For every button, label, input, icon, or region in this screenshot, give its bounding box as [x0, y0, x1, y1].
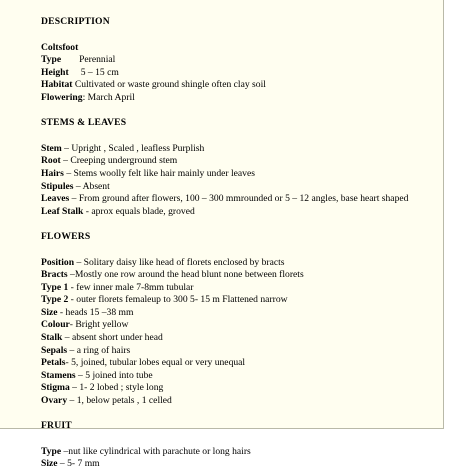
root-label: Root: [41, 155, 61, 167]
stamens-label: Stamens: [41, 369, 76, 381]
stems-row: [41, 155, 441, 168]
type-row: [41, 54, 441, 67]
sepals-value: – a ring of hairs: [67, 344, 131, 356]
fruit-type-value: –nut like cylindrical with parachute or long hairs: [61, 445, 251, 457]
height-row: [41, 67, 441, 80]
ovary-value: – 1, below petals , 1 celled: [67, 395, 172, 407]
stem-label: Stem: [41, 142, 62, 154]
fruit-size-value: – 5- 7 mm: [57, 458, 100, 470]
flowering-row: [41, 92, 441, 105]
flowers-heading: FLOWERS: [41, 230, 91, 242]
stigma-value: – 1- 2 lobed ; style long: [69, 382, 164, 394]
flowering-label: Flowering: [41, 91, 83, 103]
flowers-row: [41, 382, 441, 395]
height-value: 5 – 15 cm: [80, 66, 119, 78]
colour-value: - Bright yellow: [69, 319, 129, 331]
type2-value: - outer florets femaleup to 300 5- 15 m Flattened narrow: [68, 294, 288, 306]
flowers-row: [41, 257, 441, 270]
type2-label: Type 2: [41, 294, 69, 306]
flowers-row: [41, 269, 441, 282]
type1-label: Type 1: [41, 281, 69, 293]
flowers-row: [41, 282, 441, 295]
stalk-label: Stalk: [41, 332, 63, 344]
habitat-value: Cultivated or waste ground shingle often clay soil: [74, 79, 266, 91]
fruit-heading: FRUIT: [41, 420, 72, 432]
flowers-row: [41, 370, 441, 383]
stems-row: [41, 181, 441, 194]
flowers-row: [41, 332, 441, 345]
hairs-value: – Stems woolly felt like hair mainly under leaves: [63, 167, 255, 179]
position-label: Position: [41, 256, 75, 268]
size-label: Size: [41, 306, 58, 318]
stipules-value: – Absent: [73, 180, 110, 192]
flowers-row: [41, 294, 441, 307]
stems-leaves-heading: STEMS & LEAVES: [41, 117, 127, 129]
description-heading: DESCRIPTION: [41, 16, 110, 27]
habitat-row: [41, 79, 441, 92]
plant-name: Coltsfoot: [41, 41, 79, 53]
petals-label: Petals: [41, 357, 66, 369]
type1-value: - few inner male 7-8mm tubular: [68, 281, 194, 293]
fruit-size-label: Size: [41, 458, 58, 470]
flowers-row: [41, 345, 441, 358]
leaf-stalk-value: - aprox equals blade, groved: [83, 205, 195, 217]
stipules-label: Stipules: [41, 180, 74, 192]
habitat-label: Habitat: [41, 79, 73, 91]
stem-value: – Upright , Scaled , leafless Purplish: [61, 142, 205, 154]
leaves-value: – From ground after flowers, 100 – 300 mmrounded or 5 – 12 angles, base heart shaped: [69, 193, 409, 205]
ovary-label: Ovary: [41, 395, 68, 407]
flowers-row: [41, 395, 441, 408]
height-label: Height: [41, 66, 69, 78]
leaves-label: Leaves: [41, 193, 70, 205]
type-value: Perennial: [79, 54, 116, 66]
flowers-row: [41, 319, 441, 332]
type-label: Type: [41, 54, 62, 66]
bracts-value: –Mostly one row around the head blunt none between florets: [67, 269, 304, 281]
fruit-row: [41, 446, 441, 459]
size-value: - heads 15 –38 mm: [57, 306, 134, 318]
stems-row: [41, 168, 441, 181]
flowers-row: [41, 307, 441, 320]
hairs-label: Hairs: [41, 167, 64, 179]
flowering-value: : March April: [82, 91, 135, 103]
document-content: [41, 16, 441, 471]
position-value: – Solitary daisy like head of florets enclosed by bracts: [74, 256, 285, 268]
stems-row: [41, 206, 441, 219]
sepals-label: Sepals: [41, 344, 68, 356]
stems-row: [41, 143, 441, 156]
leaf-stalk-label: Leaf Stalk: [41, 205, 84, 217]
petals-value: - 5, joined, tubular lobes equal or very unequal: [65, 357, 246, 369]
fruit-type-label: Type: [41, 445, 62, 457]
colour-label: Colour: [41, 319, 70, 331]
stalk-value: – absent short under head: [62, 332, 163, 344]
bracts-label: Bracts: [41, 269, 68, 281]
stigma-label: Stigma: [41, 382, 70, 394]
stems-row: [41, 193, 441, 206]
fruit-row: [41, 458, 441, 471]
flowers-row: [41, 357, 441, 370]
stamens-value: – 5 joined into tube: [75, 369, 153, 381]
root-value: – Creeping underground stem: [60, 155, 178, 167]
